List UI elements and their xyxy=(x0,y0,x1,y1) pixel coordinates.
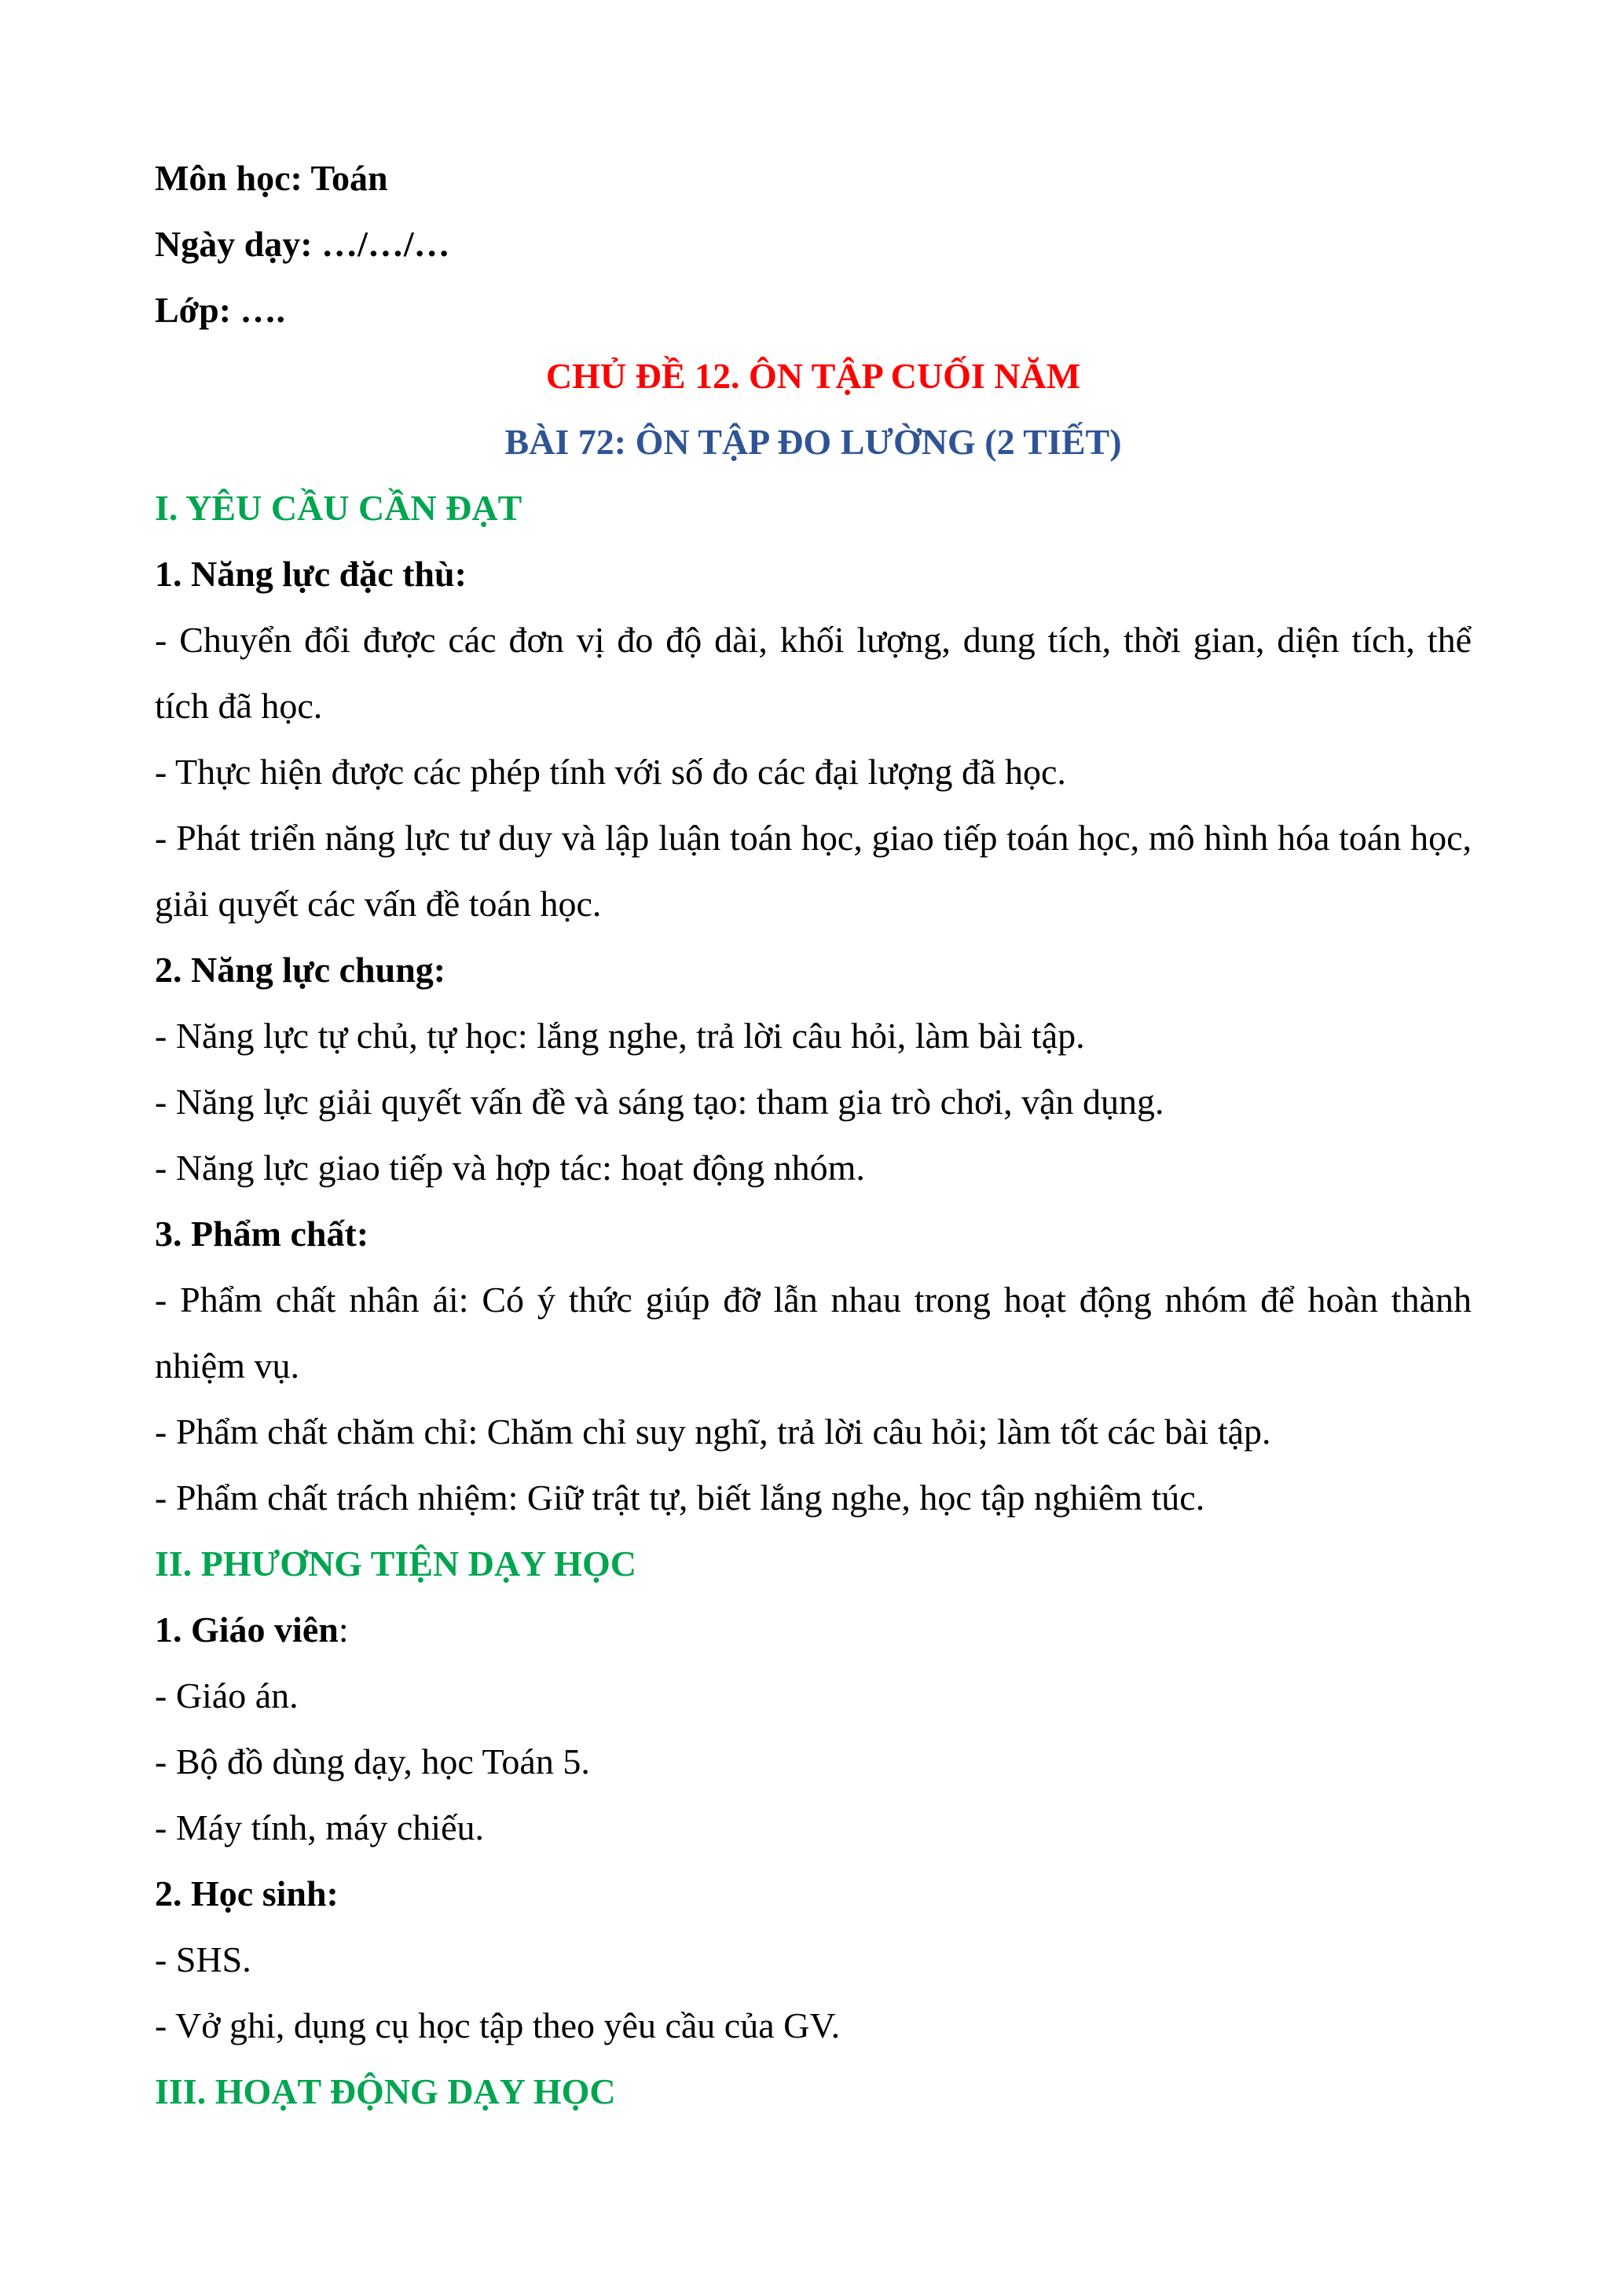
subheading-student: 2. Học sinh: xyxy=(155,1873,339,1913)
list-item: - Bộ đồ dùng dạy, học Toán 5. xyxy=(155,1741,590,1782)
class-line: Lớp: …. xyxy=(155,290,286,330)
list-item: - Phẩm chất nhân ái: Có ý thức giúp đỡ lẫn nhau trong hoạt động nhóm để hoàn thành nhiệm vụ. xyxy=(155,1280,1472,1386)
list-item: - Giáo án. xyxy=(155,1675,299,1716)
list-item: - Máy tính, máy chiếu. xyxy=(155,1807,485,1847)
list-item: - Phẩm chất chăm chỉ: Chăm chỉ suy nghĩ, trả lời câu hỏi; làm tốt các bài tập. xyxy=(155,1412,1271,1452)
list-item: - Phát triển năng lực tư duy và lập luận toán học, giao tiếp toán học, mô hình hóa toán học, giải quyết các vấn đề toán học. xyxy=(155,818,1472,924)
section-heading-requirements: I. YÊU CẦU CẦN ĐẠT xyxy=(155,488,522,528)
subject-line: Môn học: Toán xyxy=(155,158,388,198)
list-item: - SHS. xyxy=(155,1939,251,1979)
list-item: - Năng lực tự chủ, tự học: lắng nghe, trả lời câu hỏi, làm bài tập. xyxy=(155,1016,1085,1056)
section-heading-activities: III. HOẠT ĐỘNG DẠY HỌC xyxy=(155,2071,616,2111)
subheading-specific-competence: 1. Năng lực đặc thù: xyxy=(155,554,467,594)
document-page xyxy=(155,145,1472,2125)
list-item: - Thực hiện được các phép tính với số đo các đại lượng đã học. xyxy=(155,752,1066,792)
subheading-teacher-colon: : xyxy=(338,1609,349,1650)
list-item: - Năng lực giải quyết vấn đề và sáng tạo: tham gia trò chơi, vận dụng. xyxy=(155,1082,1164,1122)
subheading-teacher xyxy=(155,1597,1472,1663)
subheading-teacher-label: 1. Giáo viên xyxy=(155,1609,339,1650)
subheading-general-competence: 2. Năng lực chung: xyxy=(155,950,446,990)
list-item: - Năng lực giao tiếp và hợp tác: hoạt động nhóm. xyxy=(155,1148,865,1188)
subheading-qualities: 3. Phẩm chất: xyxy=(155,1214,369,1254)
lesson-title: BÀI 72: ÔN TẬP ĐO LƯỜNG (2 TIẾT) xyxy=(504,422,1122,462)
list-item: - Vở ghi, dụng cụ học tập theo yêu cầu của GV. xyxy=(155,2005,841,2045)
section-heading-teaching-aids: II. PHƯƠNG TIỆN DẠY HỌC xyxy=(155,1543,636,1584)
date-line: Ngày dạy: …/…/… xyxy=(155,224,450,264)
list-item: - Chuyển đổi được các đơn vị đo độ dài, khối lượng, dung tích, thời gian, diện tích, thể tích đã học. xyxy=(155,620,1472,726)
topic-title: CHỦ ĐỀ 12. ÔN TẬP CUỐI NĂM xyxy=(545,356,1081,396)
list-item: - Phẩm chất trách nhiệm: Giữ trật tự, biết lắng nghe, học tập nghiêm túc. xyxy=(155,1478,1205,1518)
